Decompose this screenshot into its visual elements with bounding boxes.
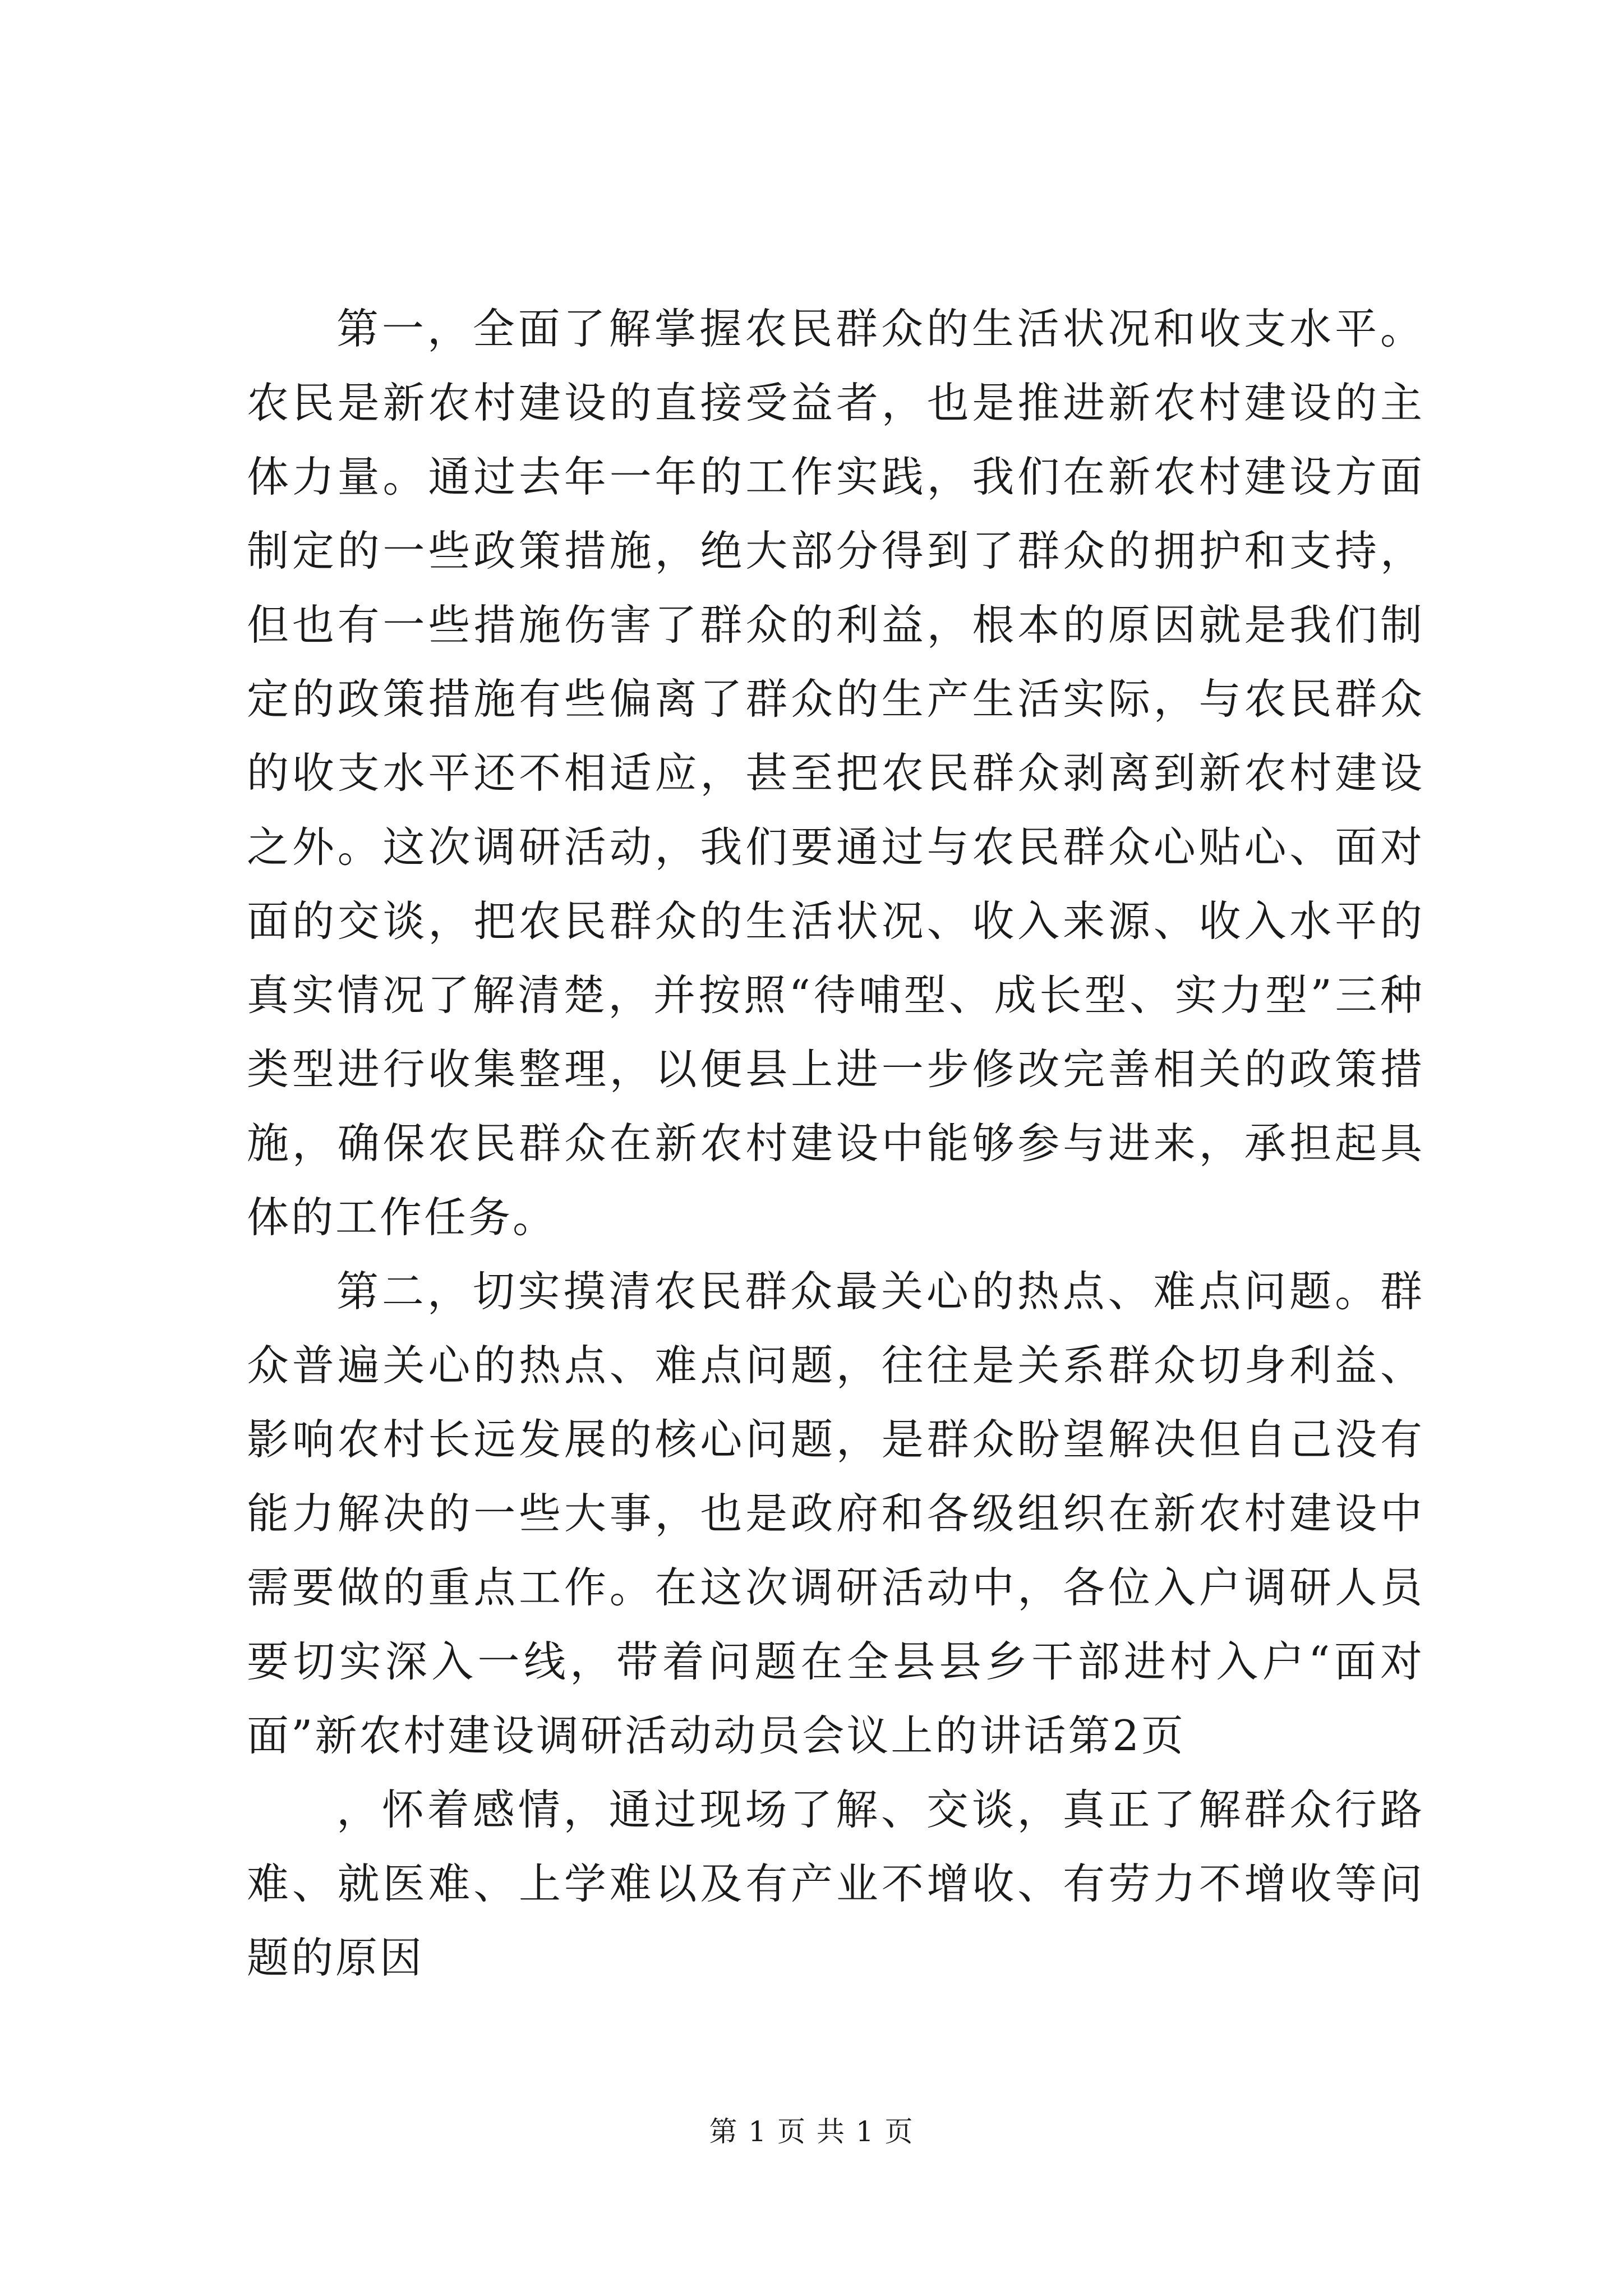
page-footer: 第 1 页 共 1 页 [709, 2115, 914, 2148]
paragraph-third: ，怀着感情，通过现场了解、交谈，真正了解群众行路难、就医难、上学难以及有产业不增收、有劳力不增收等问题的原因 [247, 1785, 1424, 1982]
paragraph-second: 第二，切实摸清农民群众最关心的热点、难点问题。群众普遍关心的热点、难点问题，往往是关系群众切身利益、影响农村长远发展的核心问题，是群众盼望解决但自己没有能力解决的一些大事，也是政府和各级组织在新农村建设中需要做的重点工作。在这次调研活动中，各位入户调研人员要切实深入一线，带着问题在全县县乡干部进村入户“面对面”新农村建设调研活动动员会议上的讲话第2页 [247, 1267, 1424, 1760]
document-body [247, 292, 1424, 1995]
paragraph-first: 第一，全面了解掌握农民群众的生活状况和收支水平。农民是新农村建设的直接受益者，也是推进新农村建设的主体力量。通过去年一年的工作实践，我们在新农村建设方面制定的一些政策措施，绝大部分得到了群众的拥护和支持，但也有一些措施伤害了群众的利益，根本的原因就是我们制定的政策措施有些偏离了群众的生产生活实际，与农民群众的收支水平还不相适应，甚至把农民群众剥离到新农村建设之外。这次调研活动，我们要通过与农民群众心贴心、面对面的交谈，把农民群众的生活状况、收入来源、收入水平的真实情况了解清楚，并按照“待哺型、成长型、实力型”三种类型进行收集整理，以便县上进一步修改完善相关的政策措施，确保农民群众在新农村建设中能够参与进来，承担起具体的工作任务。 [247, 304, 1424, 1242]
